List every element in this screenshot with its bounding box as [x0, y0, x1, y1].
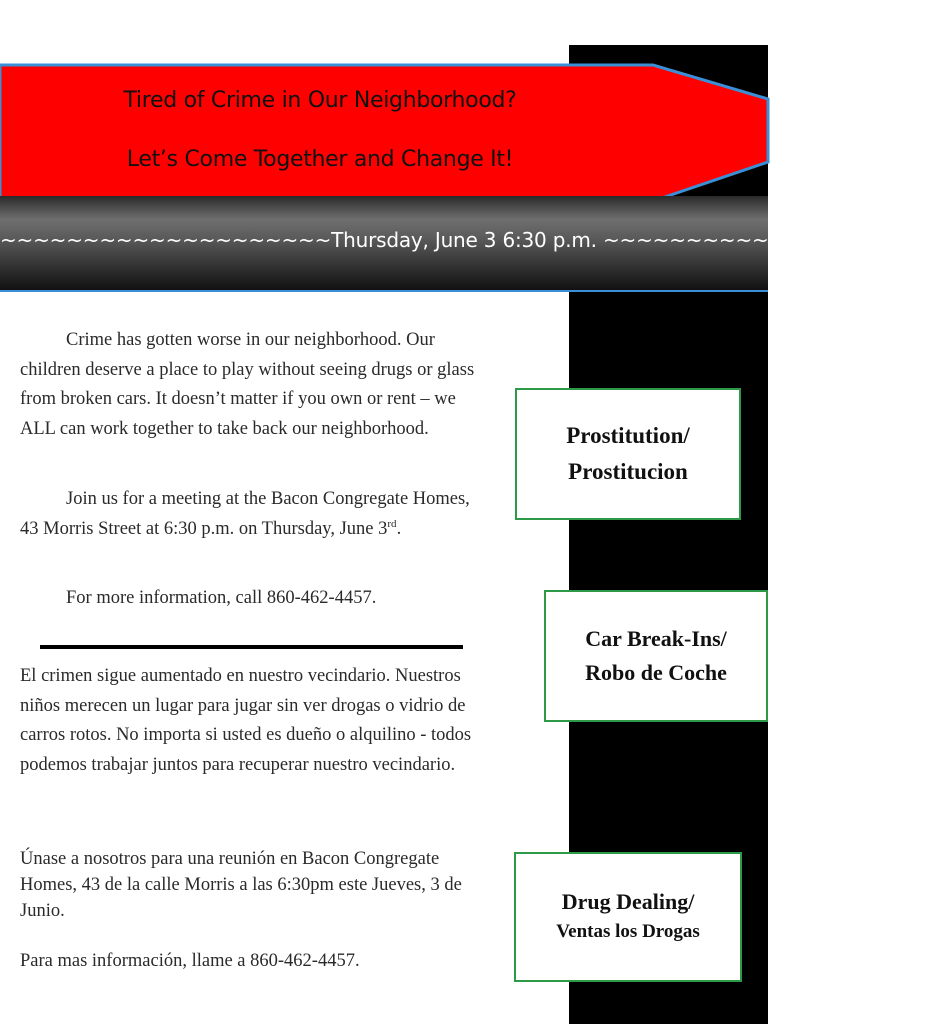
ordinal-suffix: rd: [387, 517, 397, 530]
callout-line-spanish: Robo de Coche: [585, 660, 727, 685]
english-meeting-text: Join us for a meeting at the Bacon Congregate Homes, 43 Morris Street at 6:30 p.m. on Thursday, June 3: [20, 489, 470, 539]
callout-line-english: Drug Dealing/: [561, 889, 695, 914]
spanish-meeting-paragraph: Únase a nosotros para una reunión en Bacon Congregate Homes, 43 de la calle Morris a las 6:30pm este Jueves, 3 de Junio.: [20, 849, 462, 921]
english-meeting-end: .: [396, 518, 402, 539]
callout-drug-dealing: [514, 852, 742, 982]
section-divider: [40, 645, 463, 649]
callout-line-english: Car Break-Ins/: [585, 626, 727, 651]
callout-line-spanish: Ventas los Drogas: [556, 921, 700, 942]
headline-call-to-action: Let’s Come Together and Change It!: [126, 147, 514, 172]
callout-prostitution: [515, 388, 741, 520]
callout-line-english: Prostitution/: [566, 423, 690, 448]
headline-question: Tired of Crime in Our Neighborhood?: [123, 88, 517, 113]
spanish-contact-paragraph: Para mas información, llame a 860-462-4457.: [20, 951, 360, 971]
red-banner: [0, 62, 768, 204]
spanish-intro-paragraph: El crimen sigue aumentado en nuestro vecindario. Nuestros niños merecen un lugar para jugar sin ver drogas o vidrio de carros rotos. No importa si usted es dueño o alquilino - todos podemos trabajar juntos para recuperar nuestro vecindario.: [20, 666, 472, 775]
meeting-date-time: ~~~~~~~~~~~~~~~~~~~~Thursday, June 3 6:30 p.m. ~~~~~~~~~~~~~~~~~~~~: [0, 228, 934, 252]
callout-car-break-ins: [544, 590, 768, 722]
banner-arrow-shape: [0, 62, 768, 204]
english-meeting-paragraph: [20, 485, 492, 544]
english-intro-paragraph: Crime has gotten worse in our neighborhood. Our children deserve a place to play without seeing drugs or glass from broken cars. It doesn’t matter if you own or rent – we ALL can work together to take back our neighborhood.: [20, 330, 475, 439]
english-contact-paragraph: For more information, call 860-462-4457.: [66, 588, 377, 608]
callout-line-spanish: Prostitucion: [568, 459, 688, 484]
